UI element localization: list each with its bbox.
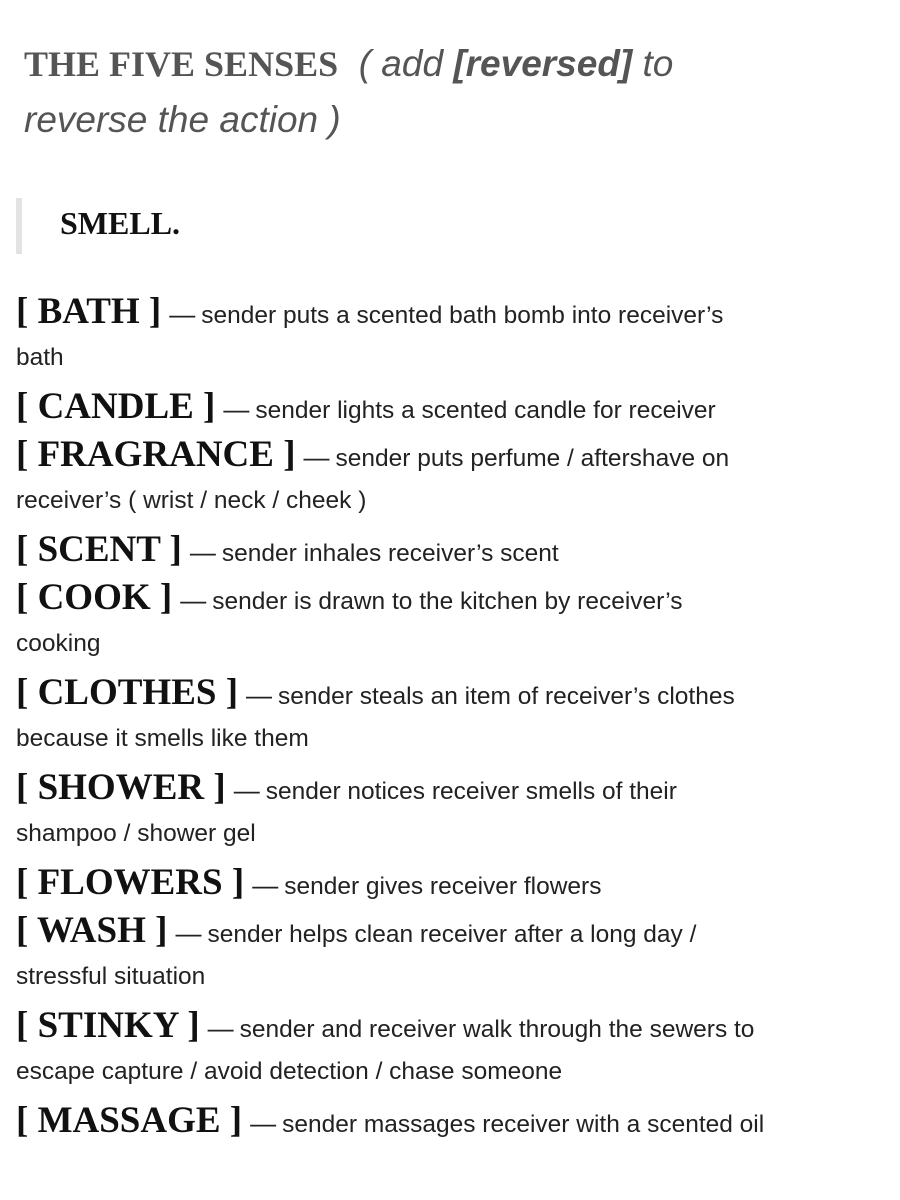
entry-dash: — [223, 394, 250, 424]
entry-tag: [ FRAGRANCE ] [16, 434, 296, 475]
entry-first-line [16, 764, 884, 812]
entry-continuation: bath [16, 344, 64, 371]
list-item [16, 288, 884, 383]
entry-continuation: cooking [16, 630, 101, 657]
note-post: to [632, 43, 674, 84]
list-item [16, 431, 884, 526]
entry-description: sender massages receiver with a scented oil [282, 1111, 765, 1138]
entry-tag: [ CANDLE ] [16, 386, 216, 427]
entry-first-line [16, 574, 884, 622]
entry-tag: [ BATH ] [16, 291, 162, 332]
list-item [16, 1097, 884, 1145]
list-item [16, 907, 884, 1002]
entry-first-line [16, 288, 884, 336]
entry-first-line [16, 383, 884, 431]
section-heading: SMELL. [60, 205, 181, 241]
entry-description: sender notices receiver smells of their [265, 778, 677, 805]
entry-first-line [16, 1002, 884, 1050]
entry-continuation: because it smells like them [16, 725, 309, 752]
entry-first-line [16, 859, 884, 907]
section-quote-bar [16, 198, 22, 254]
entry-tag: [ SCENT ] [16, 529, 182, 570]
entry-first-line [16, 431, 884, 479]
entry-continuation: receiver’s ( wrist / neck / cheek ) [16, 487, 367, 514]
note-line2: reverse the action [24, 99, 319, 140]
list-item [16, 1002, 884, 1097]
entry-description: sender is drawn to the kitchen by receiver’s [212, 588, 683, 615]
entry-dash: — [246, 680, 273, 710]
entry-description: sender steals an item of receiver’s clothes [278, 683, 735, 710]
entry-dash: — [252, 870, 279, 900]
entry-dash: — [250, 1108, 277, 1138]
list-item [16, 764, 884, 859]
entry-dash: — [207, 1013, 234, 1043]
entry-dash: — [233, 775, 260, 805]
prompt-list [16, 288, 884, 1145]
entry-tag: [ CLOTHES ] [16, 672, 239, 713]
entry-dash: — [175, 918, 202, 948]
entry-dash: — [303, 442, 330, 472]
entry-continuation: escape capture / avoid detection / chase someone [16, 1058, 563, 1085]
entry-description: sender puts a scented bath bomb into receiver’s [201, 302, 724, 329]
entry-dash: — [169, 299, 196, 329]
note-keyword: [reversed] [453, 43, 633, 84]
list-item [16, 669, 884, 764]
entry-first-line [16, 1097, 884, 1145]
entry-description: sender puts perfume / aftershave on [335, 445, 730, 472]
list-item [16, 574, 884, 669]
entry-dash: — [189, 537, 216, 567]
entry-tag: [ MASSAGE ] [16, 1100, 243, 1141]
list-item [16, 383, 884, 431]
entry-description: sender lights a scented candle for receiver [255, 397, 716, 424]
page-title [24, 36, 884, 148]
list-item [16, 526, 884, 574]
entry-description: sender gives receiver flowers [284, 873, 602, 900]
title-heading: THE FIVE SENSES [24, 44, 339, 84]
entry-tag: [ WASH ] [16, 910, 168, 951]
entry-description: sender helps clean receiver after a long day / [207, 921, 697, 948]
entry-continuation: shampoo / shower gel [16, 820, 256, 847]
entry-first-line [16, 669, 884, 717]
entry-tag: [ STINKY ] [16, 1005, 200, 1046]
entry-tag: [ SHOWER ] [16, 767, 226, 808]
entry-tag: [ COOK ] [16, 577, 173, 618]
entry-description: sender and receiver walk through the sewers to [239, 1016, 755, 1043]
entry-first-line [16, 907, 884, 955]
entry-continuation: stressful situation [16, 963, 206, 990]
note-open: ( [358, 43, 382, 84]
entry-first-line [16, 526, 884, 574]
list-item [16, 859, 884, 907]
entry-dash: — [180, 585, 207, 615]
note-close: ) [318, 99, 341, 140]
entry-tag: [ FLOWERS ] [16, 862, 245, 903]
entry-description: sender inhales receiver’s scent [221, 540, 559, 567]
note-pre: add [381, 43, 454, 84]
